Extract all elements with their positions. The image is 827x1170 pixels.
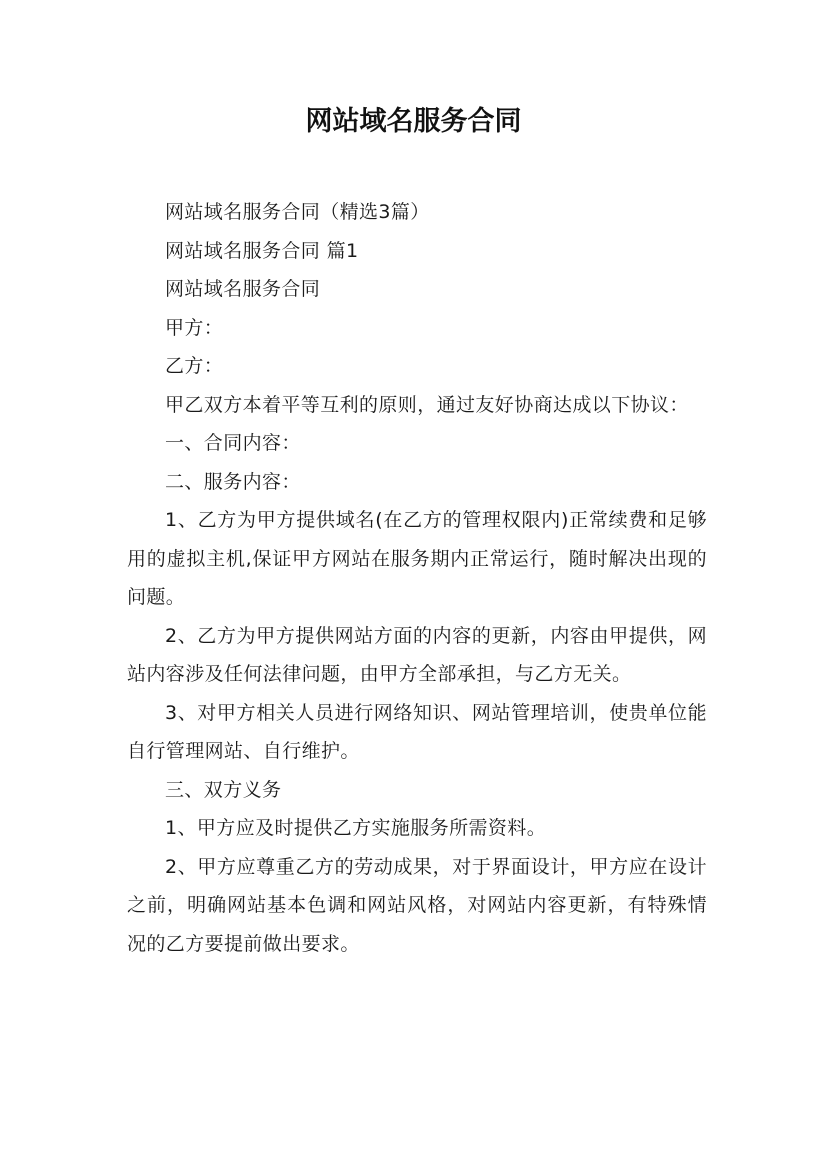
paragraph-service-item-2: 2、乙方为甲方提供网站方面的内容的更新，内容由甲提供，网站内容涉及任何法律问题，由甲方全部承担，与乙方无关。 [127,624,707,685]
document-title: 网站域名服务合同 [305,106,522,137]
paragraph-obligation-item-1: 1、甲方应及时提供乙方实施服务所需资料。 [165,817,547,839]
paragraph-section-2: 二、服务内容： [165,470,301,493]
paragraph-section-1: 一、合同内容： [165,432,301,454]
paragraph-service-item-3: 3、对甲方相关人员进行网络知识、网站管理培训，使贵单位能自行管理网站、自行维护。 [127,701,707,762]
paragraph-party-b: 乙方： [165,355,224,377]
paragraph-obligation-item-2: 2、甲方应尊重乙方的劳动成果，对于界面设计，甲方应在设计之前，明确网站基本色调和网站风格，对网站内容更新，有特殊情况的乙方要提前做出要求。 [127,855,707,955]
paragraph-party-a: 甲方： [165,316,224,339]
paragraph-subtitle: 网站域名服务合同（精选3篇） [165,201,430,223]
paragraph-contract-name: 网站域名服务合同 [165,278,321,300]
paragraph-preamble: 甲乙双方本着平等互利的原则，通过友好协商达成以下协议： [165,393,689,416]
document-body [127,193,707,963]
paragraph-section-3: 三、双方义务 [165,778,282,801]
paragraph-service-item-1: 1、乙方为甲方提供域名(在乙方的管理权限内)正常续费和足够用的虚拟主机,保证甲方网站在服务期内正常运行，随时解决出现的问题。 [127,509,707,608]
paragraph-chapter-heading: 网站域名服务合同 篇1 [165,239,359,262]
